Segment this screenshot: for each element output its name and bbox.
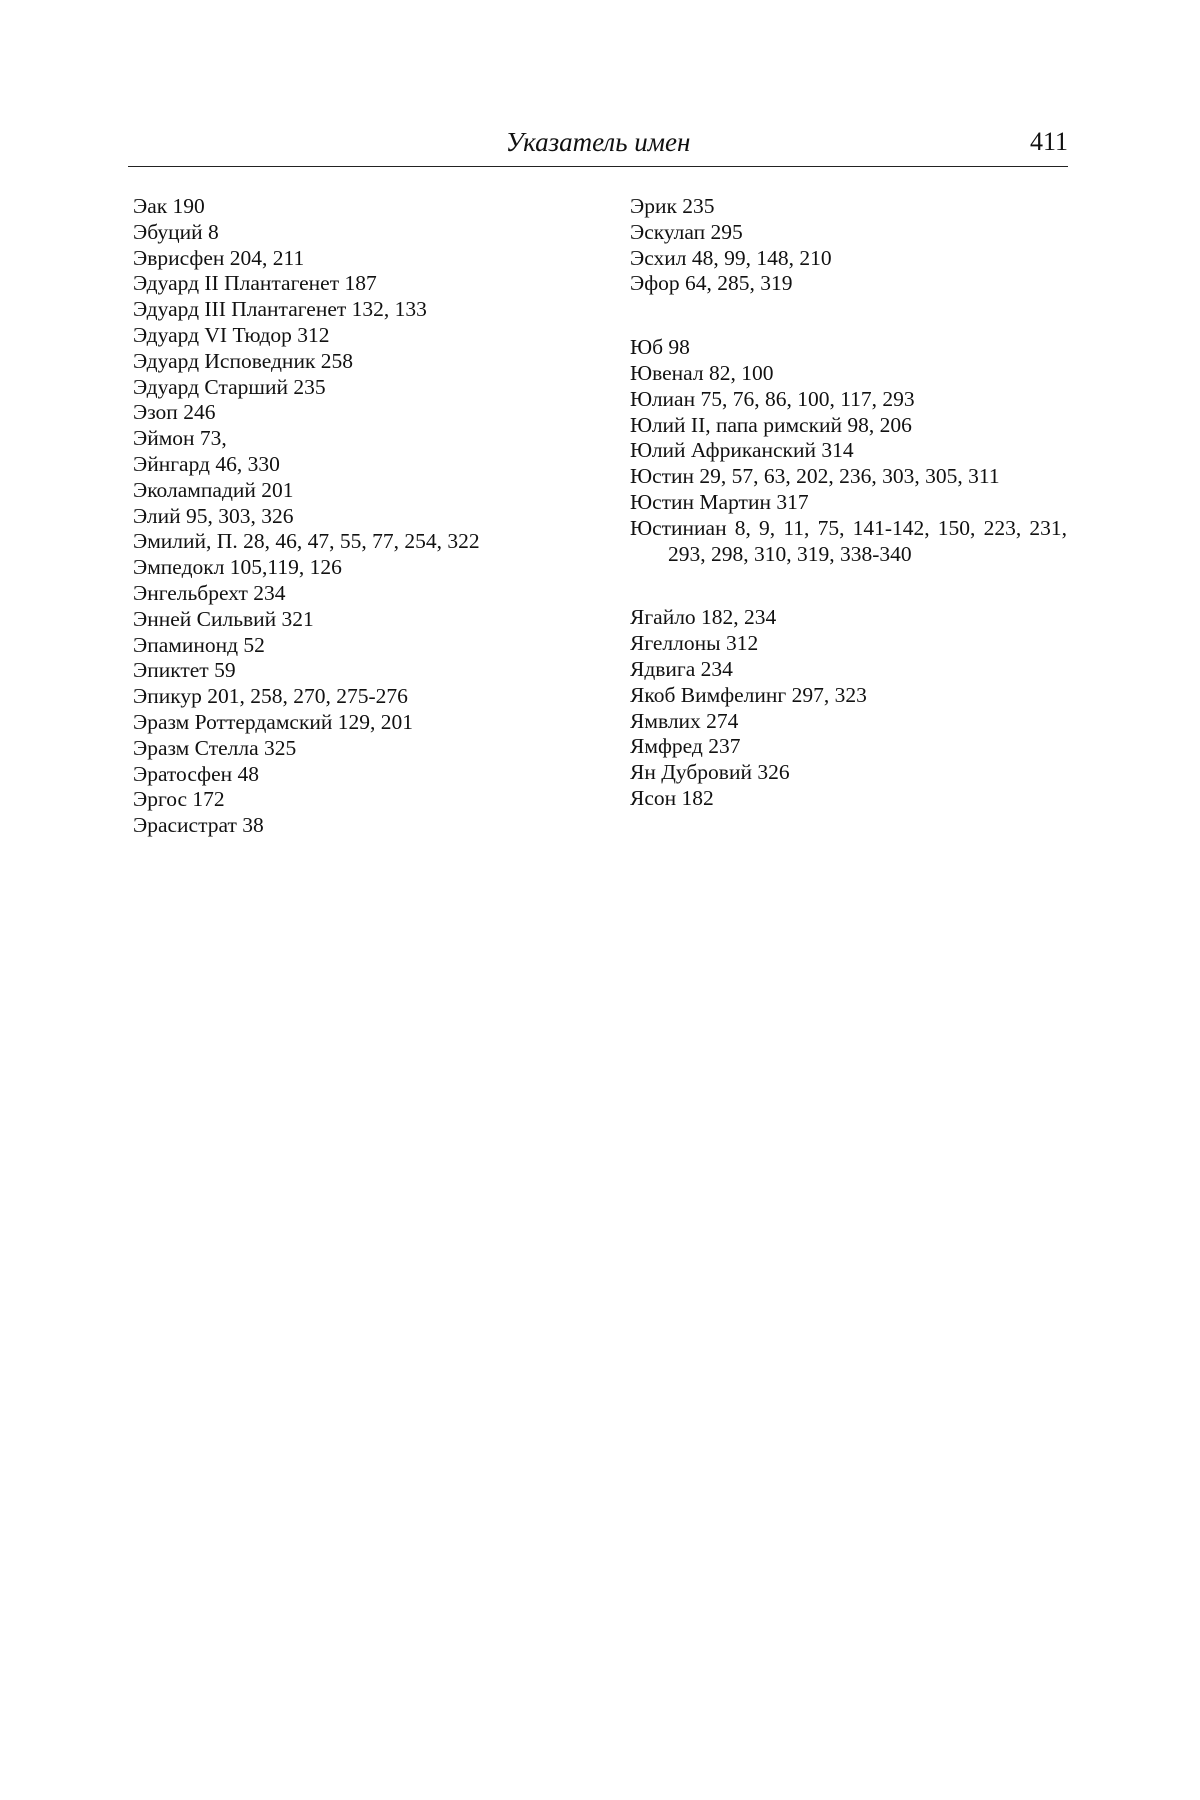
index-entry: Эдуард VI Тюдор 312 (133, 322, 330, 347)
index-entry: Юстиниан 8, 9, 11, 75, 141-142, 150, 223, 231, 293, 298, 310, 319, 338-340 (630, 515, 1067, 566)
index-entry: Эпиктет 59 (133, 658, 236, 683)
index-entry: Ягайло 182, 234 (630, 605, 777, 630)
index-entry: Ягеллоны 312 (630, 631, 759, 656)
index-entry: Эскулап 295 (630, 219, 743, 244)
running-title: Указатель имен (505, 127, 691, 157)
index-entry: Якоб Вимфелинг 297, 323 (630, 682, 867, 707)
index-entry: Юстин 29, 57, 63, 202, 236, 303, 305, 311 (630, 464, 1000, 489)
index-entry: Эфор 64, 285, 319 (630, 271, 793, 296)
index-entry: Юстин Мартин 317 (630, 489, 809, 514)
group-spacer (630, 297, 1067, 335)
index-entry: Эколампадий 201 (133, 477, 294, 502)
group-spacer (630, 567, 1067, 605)
index-entry: Эймон 73, (133, 426, 227, 451)
index-entry: Эпикур 201, 258, 270, 275-276 (133, 684, 408, 709)
running-head (128, 124, 1068, 164)
index-entry: Эразм Стелла 325 (133, 735, 297, 760)
index-entry: Эдуард Исповедник 258 (133, 348, 354, 373)
index-entry: Эразм Роттердамский 129, 201 (133, 709, 414, 734)
index-entry: Юлий Африканский 314 (630, 438, 854, 463)
index-entry: Ювенал 82, 100 (630, 360, 774, 385)
index-entry: Эврисфен 204, 211 (133, 245, 305, 270)
index-entry: Эратосфен 48 (133, 761, 259, 786)
index-column-right (630, 194, 1067, 812)
index-entry: Эпаминонд 52 (133, 632, 265, 657)
header-rule (128, 166, 1068, 167)
index-entry: Юб 98 (630, 335, 690, 360)
index-group-e (630, 194, 1067, 297)
index-entry: Эдуард II Плантагенет 187 (133, 271, 377, 296)
index-entry: Ядвига 234 (630, 656, 733, 681)
index-entry: Эдуард Старший 235 (133, 374, 326, 399)
index-entry: Эйнгард 46, 330 (133, 451, 280, 476)
index-entry: Эрик 235 (630, 194, 715, 218)
page-number: 411 (1029, 127, 1068, 156)
index-entry: Эдуард III Плантагенет 132, 133 (133, 297, 427, 322)
index-entry: Ямфред 237 (630, 734, 741, 759)
index-entry: Элий 95, 303, 326 (133, 503, 294, 528)
index-entry: Ямвлих 274 (630, 708, 739, 733)
index-entry: Эсхил 48, 99, 148, 210 (630, 245, 832, 270)
index-entry: Юлиан 75, 76, 86, 100, 117, 293 (630, 386, 915, 411)
index-entry: Ясон 182 (630, 785, 714, 810)
index-entry: Эмилий, П. 28, 46, 47, 55, 77, 254, 322 (133, 529, 480, 554)
index-column-left (133, 194, 593, 839)
index-entry: Эрасистрат 38 (133, 813, 264, 838)
index-group-yu (630, 335, 1067, 567)
index-entry: Эак 190 (133, 194, 205, 218)
index-entry: Энней Сильвий 321 (133, 606, 314, 631)
index-entry: Эргос 172 (133, 787, 225, 812)
index-entry: Эзоп 246 (133, 400, 216, 425)
index-entry: Юлий II, папа римский 98, 206 (630, 412, 912, 437)
index-entry: Эбуций 8 (133, 219, 219, 244)
index-group-ya (630, 605, 1067, 811)
index-entry: Ян Дубровий 326 (630, 760, 790, 785)
index-entry: Эмпедокл 105,119, 126 (133, 555, 342, 580)
index-entry: Энгельбрехт 234 (133, 580, 286, 605)
